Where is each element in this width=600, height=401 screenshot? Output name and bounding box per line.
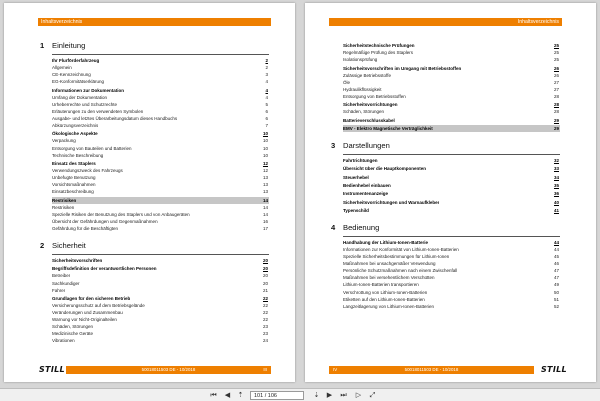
toc-entry-title: Urheberrechte und Schutzrechte [52, 101, 118, 107]
toc-entry[interactable] [343, 239, 560, 246]
page-up-icon[interactable]: ⇡ [237, 392, 244, 399]
header-bar [329, 18, 562, 26]
toc-entry[interactable] [52, 295, 269, 302]
toc-entry-title: Zulässige Betriebsstoffe [343, 72, 391, 78]
toc-entry-page: 10 [262, 145, 268, 151]
toc-entry[interactable] [52, 137, 269, 144]
toc-entry[interactable] [343, 42, 560, 49]
chapter-divider [343, 154, 560, 155]
play-icon[interactable]: ▷ [355, 392, 362, 399]
chapter-title: Bedienung [343, 222, 380, 232]
toc-entry-title: Fahrtrichtungen [343, 158, 378, 164]
toc-entry[interactable] [343, 198, 560, 205]
toc-entry-title: Unbefugte Benutzung [52, 175, 96, 181]
toc-entry-title: Restrisiken [52, 197, 77, 203]
toc-entry-title: Grundlagen für den sicheren Betrieb [52, 295, 131, 301]
chapter-divider [52, 54, 269, 55]
toc-entry-title: Versicherungsschutz auf dem Betriebsgelände [52, 302, 145, 308]
fullscreen-icon[interactable]: ⤢ [369, 392, 376, 399]
toc-entry-title: Einsatz des Staplers [52, 160, 96, 166]
toc-entry[interactable] [52, 64, 269, 71]
toc-entry-title: Medizinische Geräte [52, 331, 94, 337]
toc-entry-page: 7 [265, 123, 268, 129]
toc-entry-title: Hydraulikflüssigkeit [343, 86, 382, 92]
toc-entry-title: Allgemein [52, 65, 72, 71]
viewer-toolbar [0, 388, 600, 401]
page-footer [66, 366, 271, 374]
toc-entry[interactable] [52, 265, 269, 272]
next-page-icon[interactable]: ▶ [326, 392, 333, 399]
toc-entry[interactable] [343, 289, 560, 296]
toc-entry-page: 29 [553, 117, 559, 123]
toc-entry[interactable] [52, 337, 269, 344]
toc-entry-page: 4 [265, 87, 268, 93]
toc-entry-page: 23 [262, 324, 268, 330]
toc-entry-page: 28 [553, 102, 559, 108]
toc-entry-title: Lithium-Ionen-Batterien transportieren [343, 282, 419, 288]
toc-entry-page: 33 [553, 166, 559, 172]
chapter-divider [52, 254, 269, 255]
toc-entry-title: Öle [343, 79, 351, 85]
toc-entry-page: 44 [553, 239, 559, 245]
toc-entry-page: 20 [262, 266, 268, 272]
toc-entry-page: 46 [553, 261, 559, 267]
table-of-contents [331, 41, 560, 310]
toc-entry-page: 32 [553, 158, 559, 164]
chapter-heading[interactable] [40, 41, 269, 52]
table-of-contents [40, 41, 269, 345]
header-bar [38, 18, 271, 26]
toc-entry[interactable] [52, 309, 269, 316]
toc-entry-title: Restrisiken [52, 204, 75, 210]
toc-entry-title: Batterieverschlusskabel [343, 117, 395, 123]
toc-entry-page: 28 [553, 94, 559, 100]
toc-entry[interactable] [343, 56, 560, 63]
chapter-title: Einleitung [52, 41, 86, 50]
toc-entry[interactable] [52, 71, 269, 78]
chapter-heading[interactable] [40, 241, 269, 252]
toc-entry-title: Bedienhebel einbauen [343, 182, 391, 188]
toc-entry-page: 20 [262, 258, 268, 264]
toc-entry-title: Verwendungszweck des Fahrzeugs [52, 168, 123, 174]
toc-entry-page: 25 [553, 57, 559, 63]
toc-entry-page: 14 [262, 204, 268, 210]
page-number: IV [333, 367, 338, 372]
toc-entry-page: 36 [553, 191, 559, 197]
toc-entry-page: 27 [553, 79, 559, 85]
page-number-input[interactable]: 101 / 106 [250, 391, 304, 400]
toc-entry-title: Handhabung der Lithium-Ionen-Batterie [343, 239, 428, 245]
toc-entry[interactable] [52, 316, 269, 323]
toc-entry-title: Verpackung [52, 138, 76, 144]
toc-entry-page: 6 [265, 108, 268, 114]
toc-entry-title: Steuerhebel [343, 174, 369, 180]
toc-entry[interactable] [343, 281, 560, 288]
toc-entry-title: EMV - Elektro Magnetische Verträglichkeit [343, 126, 433, 132]
toc-entry-title: Etiketten auf den Lithium-Ionen-Batterien [343, 296, 425, 302]
header-label: Inhaltsverzeichnis [517, 19, 559, 25]
toc-entry-title: Fahrer [52, 287, 66, 293]
toc-entry[interactable] [343, 72, 560, 79]
toc-entry[interactable] [343, 246, 560, 253]
toc-entry-page: 20 [262, 273, 268, 279]
toc-entry-page: 14 [262, 197, 268, 203]
toc-entry-page: 10 [262, 152, 268, 158]
toc-entry[interactable] [52, 174, 269, 181]
toc-entry-page: 12 [262, 168, 268, 174]
toc-entry[interactable] [343, 117, 560, 124]
chapter-title: Darstellungen [343, 141, 390, 151]
toc-entry[interactable] [343, 108, 560, 115]
toc-entry-title: Persönliche Schutzmaßnahmen nach einem Zwischenfall [343, 268, 458, 274]
toc-entry[interactable] [52, 57, 269, 64]
toc-entry-page: 27 [553, 86, 559, 92]
toc-entry-page: 3 [265, 72, 268, 78]
toc-entry-title: Umfang der Dokumentation [52, 94, 108, 100]
toc-entry-page: 26 [553, 65, 559, 71]
toc-entry-title: Sicherheitsvorrichtungen und Warnaufkleber [343, 199, 440, 205]
toc-entry-page: 44 [553, 246, 559, 252]
toc-entry[interactable] [52, 87, 269, 94]
toc-entry[interactable] [52, 225, 269, 232]
chapter-number: 3 [331, 141, 336, 151]
chapter-number: 2 [40, 241, 45, 250]
toc-entry-page: 22 [262, 295, 268, 301]
page-number: III [263, 367, 267, 372]
toc-entry[interactable] [343, 86, 560, 93]
toc-entry-title: Erläuterungen zu den verwendeten Symbolen [52, 108, 144, 114]
toc-entry[interactable] [52, 130, 269, 137]
toc-entry-title: Sicherheitsvorrichtungen [343, 102, 398, 108]
document-reference: 50018011503 DE - 10/2018 [404, 367, 459, 372]
toc-entry-page: 25 [553, 50, 559, 56]
toc-entry[interactable] [52, 287, 269, 294]
toc-entry-title: Entsorgung von Betriebsstoffen [343, 94, 406, 100]
toc-entry-page: 2 [265, 65, 268, 71]
toc-entry-title: Vorsichtsmaßnahmen [52, 182, 96, 188]
toc-entry-page: 2 [265, 58, 268, 64]
toc-entry-page: 22 [262, 310, 268, 316]
toc-entry[interactable] [52, 188, 269, 195]
toc-entry-title: Maßnahmen bei unsachgemäßer Verwendung [343, 261, 436, 267]
toc-entry[interactable] [52, 152, 269, 159]
toc-entry[interactable] [52, 122, 269, 129]
toc-entry[interactable] [343, 174, 560, 181]
toc-entry-page: 50 [553, 289, 559, 295]
toc-entry[interactable] [52, 94, 269, 101]
toc-entry-title: Maßnahmen bei versehentlichem Verschütten [343, 275, 435, 281]
toc-entry[interactable] [343, 303, 560, 310]
toc-entry[interactable] [343, 101, 560, 108]
toc-entry-title: Spezielle Sicherheitsbestimmungen für Lithium-Ionen [343, 254, 450, 260]
toc-entry[interactable] [343, 49, 560, 56]
chapter-divider [343, 236, 560, 237]
toc-entry-title: Sachkundiger [52, 280, 80, 286]
toc-entry-page: 4 [265, 94, 268, 100]
toc-entry[interactable] [52, 330, 269, 337]
toc-entry-title: Isolationsprüfung [343, 57, 378, 63]
toc-entry-page: 5 [265, 101, 268, 107]
toc-entry[interactable] [52, 257, 269, 264]
toc-entry[interactable] [52, 115, 269, 122]
toc-entry-page: 13 [262, 189, 268, 195]
toc-entry-page: 6 [265, 115, 268, 121]
toc-entry-page: 45 [553, 254, 559, 260]
toc-entry-page: 35 [553, 182, 559, 188]
toc-entry-title: Veränderungen und Zusammenbau [52, 310, 123, 316]
toc-entry-page: 23 [262, 331, 268, 337]
toc-entry-title: Sicherheitstechnische Prüfungen [343, 43, 415, 49]
toc-entry-page: 16 [262, 218, 268, 224]
toc-entry-page: 40 [553, 199, 559, 205]
toc-entry[interactable] [343, 296, 560, 303]
toc-entry-page: 4 [265, 79, 268, 85]
toc-entry-page: 13 [262, 182, 268, 188]
toc-entry[interactable] [343, 125, 560, 132]
toc-entry-title: Übersicht über die Hauptkomponenten [343, 166, 427, 172]
header-label: Inhaltsverzeichnis [41, 19, 83, 25]
toc-entry-title: Abkürzungsverzeichnis [52, 123, 99, 129]
toc-entry[interactable] [52, 145, 269, 152]
toc-entry-page: 29 [553, 126, 559, 132]
toc-entry-title: Ausgabe- und letztes Überarbeitungsdatum dieses Handbuchs [52, 115, 178, 121]
toc-entry-page: 20 [262, 280, 268, 286]
still-logo: STILL [39, 365, 65, 374]
toc-entry[interactable] [343, 79, 560, 86]
toc-entry-page: 17 [262, 225, 268, 231]
toc-entry-page: 22 [262, 302, 268, 308]
toc-entry-title: Einsatzbeschreibung [52, 189, 94, 195]
toc-entry[interactable] [343, 260, 560, 267]
chapter-number: 1 [40, 41, 45, 50]
previous-page-icon[interactable]: ◀ [224, 392, 231, 399]
toc-entry-page: 47 [553, 268, 559, 274]
toc-entry-title: Technische Beschreibung [52, 152, 104, 158]
toc-entry[interactable] [52, 272, 269, 279]
toc-entry[interactable] [343, 182, 560, 189]
toc-entry-page: 26 [553, 72, 559, 78]
chapter-heading[interactable] [331, 141, 560, 152]
document-page-right [305, 3, 596, 382]
toc-entry[interactable] [343, 267, 560, 274]
toc-entry-title: Instrumentenanzeige [343, 191, 389, 197]
toc-entry[interactable] [343, 274, 560, 281]
toc-entry[interactable] [52, 101, 269, 108]
toc-entry-page: 52 [553, 303, 559, 309]
toc-entry-title: Betreiber [52, 273, 71, 279]
toc-entry-page: 14 [262, 211, 268, 217]
document-reference: 50018011503 DE - 10/2018 [141, 367, 196, 372]
toc-entry-title: EG-Konformitätserklärung [52, 79, 105, 85]
toc-entry-title: Typenschild [343, 207, 369, 213]
toc-entry[interactable] [343, 253, 560, 260]
toc-entry[interactable] [52, 204, 269, 211]
toc-entry[interactable] [52, 160, 269, 167]
toc-entry-page: 12 [262, 160, 268, 166]
first-page-icon[interactable]: ⏮ [210, 392, 217, 399]
toc-entry-page: 47 [553, 275, 559, 281]
toc-entry[interactable] [52, 181, 269, 188]
toc-entry[interactable] [343, 93, 560, 100]
toc-entry-title: Übersicht der Gefährdungen und Gegenmaßnahmen [52, 218, 158, 224]
toc-entry[interactable] [343, 190, 560, 197]
toc-entry-title: Gefährdung für die Beschäftigten [52, 225, 119, 231]
toc-entry-title: Sicherheitsvorschriften [52, 258, 103, 264]
toc-entry[interactable] [52, 323, 269, 330]
toc-entry[interactable] [52, 167, 269, 174]
toc-entry-page: 25 [553, 43, 559, 49]
toc-entry-title: Begriffsdefinition der verantwortlichen Personen [52, 266, 157, 272]
toc-entry[interactable] [52, 211, 269, 218]
chapter-heading[interactable] [331, 223, 560, 234]
page-down-icon[interactable]: ⇣ [313, 392, 320, 399]
toc-entry[interactable] [52, 302, 269, 309]
toc-entry-title: Warnung vor Nicht-Originalteilen [52, 317, 117, 323]
toc-entry[interactable] [52, 218, 269, 225]
toc-entry[interactable] [52, 78, 269, 85]
toc-entry-title: Schäden, Störungen [343, 109, 385, 115]
toc-entry-page: 41 [553, 207, 559, 213]
toc-entry-title: Informationen zur Dokumentation [52, 87, 124, 93]
toc-entry[interactable] [52, 279, 269, 286]
toc-entry-title: Ökologische Aspekte [52, 131, 98, 137]
toc-entry-title: Informationen zur Konformität von Lithium-Ionen-Batterien [343, 246, 459, 252]
toc-entry-title: CE-Kennzeichnung [52, 72, 91, 78]
toc-entry[interactable] [343, 157, 560, 164]
toc-entry-title: Spezielle Risiken der Benutzung des Staplers und von Anbaugeräten [52, 211, 190, 217]
toc-entry-title: Entsorgung von Bauteilen und Batterien [52, 145, 132, 151]
toc-entry-title: Sicherheitsvorschriften im Umgang mit Betriebsstoffen [343, 65, 462, 71]
toc-entry[interactable] [52, 197, 269, 204]
toc-entry[interactable] [52, 108, 269, 115]
page-footer [329, 366, 534, 374]
chapter-title: Sicherheit [52, 241, 86, 250]
toc-entry-title: Ihr Flurförderfahrzeug [52, 58, 100, 64]
last-page-icon[interactable]: ⏭ [340, 392, 347, 399]
toc-entry-page: 24 [262, 338, 268, 344]
toc-entry-page: 51 [553, 296, 559, 302]
toc-entry-page: 10 [262, 131, 268, 137]
toc-entry-page: 49 [553, 282, 559, 288]
toc-entry-page: 10 [262, 138, 268, 144]
toc-entry-page: 28 [553, 109, 559, 115]
toc-entry-title: Schäden, Störungen [52, 324, 94, 330]
toc-entry-title: Verschrottung von Lithium-Ionen-Batterien [343, 289, 428, 295]
chapter-number: 4 [331, 222, 336, 232]
toc-entry-title: Regelmäßige Prüfung des Staplers [343, 50, 414, 56]
toc-entry[interactable] [343, 207, 560, 214]
toc-entry-page: 21 [262, 287, 268, 293]
toc-entry-title: Vibrationen [52, 338, 75, 344]
toc-entry-title: Langzeitlagerung von Lithium-Ionen-Batterien [343, 303, 435, 309]
toc-entry[interactable] [343, 165, 560, 172]
toc-entry[interactable] [343, 65, 560, 72]
toc-entry-page: 13 [262, 175, 268, 181]
still-logo: STILL [541, 365, 567, 374]
toc-entry-page: 22 [262, 317, 268, 323]
document-page-left [4, 3, 295, 382]
toc-entry-page: 34 [553, 174, 559, 180]
